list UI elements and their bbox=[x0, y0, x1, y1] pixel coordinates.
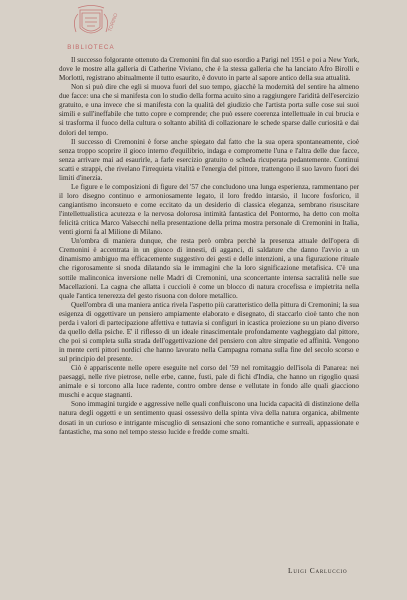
paragraph: Le figure e le composizioni di figure del '57 che concludono una lunga esperienza, rammentano per il loro disegno continuo e armoniosamente legato, il loro freddo intarsio, il lucore fosforico, il cangiantismo inconsueto e come eccitato da un desiderio di classica eleganza, sembrano risuscitare l'intellettualistica acutezza e la nervosa dolorosa intimità fantastica del Pontormo, ha detto con molta felicità critica Marco Valsecchi nella presentazione della prima mostra personale di Cremonini in Italia, venti giorni fa al Milione di Milano. bbox=[59, 182, 359, 237]
paragraph: Un'ombra di maniera dunque, che resta però ombra perchè la presenza attuale dell'opera di Cremonini è accentrata in un giuoco di innesti, di agganci, di saldature che danno l'avvio a un dinamismo ambiguo ma efficacemente suggestivo dei gesti e delle intenzioni, a una figurazione rituale che rigorosamente si snoda dilatando sia le immagini che la loro significazione metafisica. C'è una sottile malinconica inversione nelle Madri di Cremonini, una sconcertante intensa sacralità nelle sue Macellazioni. La cagna che allatta i cuccioli è come un blocco di natura crocefissa e impietrita nella quale l'antica tenerezza del gesto risuona con dolore metallico. bbox=[59, 237, 359, 300]
library-seal-icon bbox=[54, 4, 128, 44]
library-stamp bbox=[54, 4, 128, 54]
author-signature: Luigi Carluccio bbox=[288, 566, 348, 575]
paragraph: Ciò è appariscente nelle opere eseguite nel corso del '59 nel romitaggio dell'isola di Panarea: nei paesaggi, nelle rive pietrose, nelle erbe, canne, fusti, pale di fichi d'India, che hanno un rigoglio quasi animale e si torcono alla luce radente, contro ombre dense e vellutate in fondo alle quali giacciono muschi e acque stagnanti. bbox=[59, 364, 359, 400]
article-text bbox=[59, 56, 359, 437]
stamp-label: BIBLIOTECA bbox=[67, 44, 115, 51]
paragraph: Non si può dire che egli si muova fuori del suo tempo, giacchè la modernità del sentire ha almeno due facce: una che si manifesta con lo studio della forma acuito sino a raggiungere l'aridità dell'esercizio gratuito, e una invece che si manifesta con la qualità del giudizio che l'artista porta sulle cose sui suoi simili e sull'ineffabile che tutto copre e comprende; che può essere coerenza intellettuale in cui brucia e si trasforma il fuoco della cultura o soltanto abilità di collazionare le schede sparse dalle curiosità e dai dolori del tempo. bbox=[59, 83, 359, 137]
paragraph: Il successo folgorante ottenuto da Cremonini fin dal suo esordio a Parigi nel 1951 e poi a New York, dove le mostre alla galleria di Catherine Viviano, che è la stessa galleria che ha lanciato Afro Birolli e Morlotti, registrano abitualmente il tutto esaurito, è dovuto in parte al sapore antico della sua attualità. bbox=[59, 56, 359, 83]
stamp-side-text: TORINO bbox=[107, 12, 120, 33]
paragraph: Quell'ombra di una maniera antica rivela l'aspetto più caratteristico della pittura di Cremonini; la sua esigenza di oggettivare un pensiero ampiamente elaborato e disegnato, di staccarlo cioè tanto che non perda i valori di partecipazione affettiva e tuttavia si configuri in icastica proiezione su un piano diverso da quello della psiche. E' il riflesso di un ideale rinascimentale profondamente vagheggiato dal pittore, che poi si completa sulla strada dell'oggettivazione del pensiero con altre simpatie ed affinità. Vengono in mente certi pittori nordici che hanno lavorato nella Campagna romana sulla fine del secolo scorso e sul principio del presente. bbox=[59, 300, 359, 364]
paragraph: Sono immagini turgide e aggressive nelle quali confluiscono una lucida capacità di distinzione della natura degli oggetti e un sentimento quasi ossessivo della spinta viva della natura organica, abilmente dosati in un curioso e intrigante miscuglio di sensazioni che sono romantiche e surreali, appassionate e fantastiche, ma sono nel tempo stesso lucide e fredde come smalti. bbox=[59, 400, 359, 436]
paragraph: Il successo di Cremonini è forse anche spiegato dal fatto che la sua opera spontaneamente, cioè senza troppo scoprire il gioco interno d'equilibrio, indaga e compromette l'una e l'altra delle due facce, senza arrivare mai ad esaurirle, a farle esercizio gratuito o scheda ricuperata pedantemente. Continui scatti e strappi, che rivelano l'irrequieta vitalità e l'energia del pittore, trattengono il suo lavoro fuori dei limiti d'inerzia. bbox=[59, 137, 359, 182]
